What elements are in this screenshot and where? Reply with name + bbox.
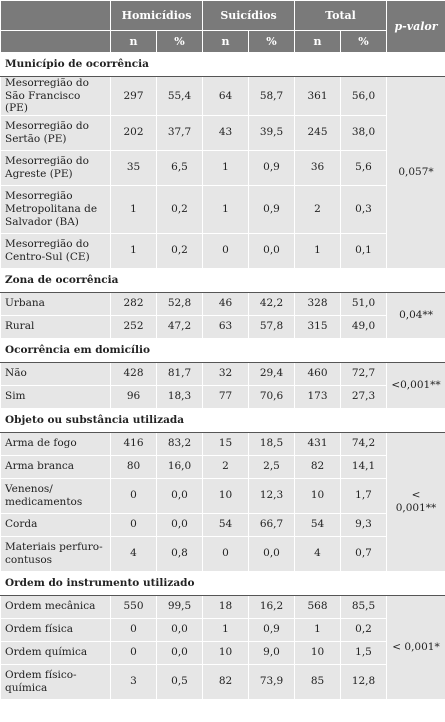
pvalue-cell: 0,057* (387, 77, 445, 269)
row-label: Não (1, 362, 111, 385)
cell-s-n: 18 (203, 595, 249, 618)
table-row (1, 664, 445, 699)
header-total: Total (295, 1, 387, 31)
row-label: Mesorregião do Centro-Sul (CE) (1, 233, 111, 268)
cell-h-p: 47,2 (157, 315, 203, 338)
cell-h-n: 0 (111, 618, 157, 641)
cell-h-p: 6,5 (157, 150, 203, 185)
subheader-n: n (203, 31, 249, 53)
cell-t-p: 5,6 (341, 150, 387, 185)
cell-h-n: 80 (111, 455, 157, 478)
cell-h-p: 55,4 (157, 77, 203, 116)
pvalue-cell: < 0,001** (387, 432, 445, 571)
cell-h-p: 0,2 (157, 185, 203, 233)
cell-t-p: 0,3 (341, 185, 387, 233)
cell-h-p: 16,0 (157, 455, 203, 478)
cell-s-n: 1 (203, 185, 249, 233)
row-label: Urbana (1, 292, 111, 315)
cell-t-p: 56,0 (341, 77, 387, 116)
cell-h-n: 4 (111, 536, 157, 571)
cell-h-n: 96 (111, 385, 157, 408)
cell-h-n: 0 (111, 478, 157, 513)
row-label: Venenos/ medicamentos (1, 478, 111, 513)
cell-s-p: 58,7 (249, 77, 295, 116)
cell-s-p: 66,7 (249, 513, 295, 536)
section-title: Ocorrência em domicílio (1, 338, 445, 362)
cell-h-p: 37,7 (157, 115, 203, 150)
cell-t-n: 54 (295, 513, 341, 536)
cell-s-p: 0,0 (249, 536, 295, 571)
cell-s-p: 0,9 (249, 618, 295, 641)
table-row (1, 595, 445, 618)
subheader-pct: % (157, 31, 203, 53)
cell-s-n: 0 (203, 536, 249, 571)
header-homicidios: Homicídios (111, 1, 203, 31)
cell-h-p: 0,0 (157, 513, 203, 536)
cell-t-n: 10 (295, 641, 341, 664)
cell-t-n: 85 (295, 664, 341, 699)
cell-s-n: 1 (203, 618, 249, 641)
table-row (1, 641, 445, 664)
row-label: Rural (1, 315, 111, 338)
cell-t-n: 10 (295, 478, 341, 513)
cell-s-p: 42,2 (249, 292, 295, 315)
table-body (1, 53, 445, 700)
cell-s-p: 18,5 (249, 432, 295, 455)
row-label: Ordem química (1, 641, 111, 664)
cell-h-n: 1 (111, 233, 157, 268)
table-row (1, 385, 445, 408)
cell-t-n: 361 (295, 77, 341, 116)
cell-t-n: 315 (295, 315, 341, 338)
corner-cell (1, 1, 111, 31)
cell-s-n: 46 (203, 292, 249, 315)
cell-h-p: 0,0 (157, 478, 203, 513)
cell-t-n: 431 (295, 432, 341, 455)
cell-h-n: 202 (111, 115, 157, 150)
section-title: Ordem do instrumento utilizado (1, 571, 445, 595)
row-label: Ordem física (1, 618, 111, 641)
cell-h-p: 0,0 (157, 641, 203, 664)
cell-t-n: 82 (295, 455, 341, 478)
cell-t-n: 460 (295, 362, 341, 385)
cell-t-p: 49,0 (341, 315, 387, 338)
cell-t-p: 27,3 (341, 385, 387, 408)
table-row (1, 185, 445, 233)
cell-h-n: 0 (111, 641, 157, 664)
cell-s-n: 63 (203, 315, 249, 338)
cell-s-p: 0,9 (249, 150, 295, 185)
table-row (1, 315, 445, 338)
cell-s-p: 73,9 (249, 664, 295, 699)
table-row (1, 432, 445, 455)
cell-t-p: 1,5 (341, 641, 387, 664)
cell-s-n: 54 (203, 513, 249, 536)
row-label: Mesorregião Metropolitana de Salvador (BA) (1, 185, 111, 233)
table-row (1, 478, 445, 513)
cell-h-p: 0,5 (157, 664, 203, 699)
row-label: Arma de fogo (1, 432, 111, 455)
cell-h-p: 0,0 (157, 618, 203, 641)
cell-h-p: 99,5 (157, 595, 203, 618)
pvalue-cell: 0,04** (387, 292, 445, 338)
cell-h-n: 0 (111, 513, 157, 536)
cell-h-n: 35 (111, 150, 157, 185)
cell-h-n: 252 (111, 315, 157, 338)
cell-h-p: 0,8 (157, 536, 203, 571)
row-label: Ordem físico-química (1, 664, 111, 699)
cell-s-n: 1 (203, 150, 249, 185)
cell-t-n: 4 (295, 536, 341, 571)
cell-s-p: 16,2 (249, 595, 295, 618)
subheader-pct: % (341, 31, 387, 53)
cell-t-n: 568 (295, 595, 341, 618)
row-label: Ordem mecânica (1, 595, 111, 618)
header-suicidios: Suicídios (203, 1, 295, 31)
cell-h-n: 3 (111, 664, 157, 699)
table-row (1, 536, 445, 571)
table-row (1, 233, 445, 268)
cell-s-n: 10 (203, 478, 249, 513)
table-row (1, 513, 445, 536)
cell-h-p: 81,7 (157, 362, 203, 385)
cell-t-p: 38,0 (341, 115, 387, 150)
cell-t-n: 1 (295, 618, 341, 641)
section-title: Zona de ocorrência (1, 268, 445, 292)
cell-t-p: 72,7 (341, 362, 387, 385)
cell-s-n: 15 (203, 432, 249, 455)
cell-t-n: 328 (295, 292, 341, 315)
cell-s-n: 82 (203, 664, 249, 699)
cell-s-p: 2,5 (249, 455, 295, 478)
row-label: Mesorregião do São Francisco (PE) (1, 77, 111, 116)
section-title: Município de ocorrência (1, 53, 445, 77)
row-label: Corda (1, 513, 111, 536)
cell-h-n: 297 (111, 77, 157, 116)
row-label: Mesorregião do Agreste (PE) (1, 150, 111, 185)
row-label: Arma branca (1, 455, 111, 478)
table-row (1, 362, 445, 385)
header-pvalue: p-valor (387, 1, 445, 53)
pvalue-cell: <0,001** (387, 362, 445, 408)
cell-s-p: 0,9 (249, 185, 295, 233)
cell-t-p: 85,5 (341, 595, 387, 618)
cell-h-n: 416 (111, 432, 157, 455)
cell-h-p: 0,2 (157, 233, 203, 268)
section-title: Objeto ou substância utilizada (1, 408, 445, 432)
cell-t-p: 74,2 (341, 432, 387, 455)
subheader-pct: % (249, 31, 295, 53)
cell-t-n: 245 (295, 115, 341, 150)
pvalue-cell: < 0,001* (387, 595, 445, 699)
cell-s-n: 64 (203, 77, 249, 116)
table-row (1, 618, 445, 641)
cell-t-p: 14,1 (341, 455, 387, 478)
cell-s-p: 29,4 (249, 362, 295, 385)
cell-s-n: 32 (203, 362, 249, 385)
subheader-n: n (295, 31, 341, 53)
cell-h-p: 83,2 (157, 432, 203, 455)
cell-s-n: 77 (203, 385, 249, 408)
cell-h-p: 52,8 (157, 292, 203, 315)
cell-s-n: 2 (203, 455, 249, 478)
cell-h-n: 1 (111, 185, 157, 233)
cell-s-p: 39,5 (249, 115, 295, 150)
table-row (1, 115, 445, 150)
corner-cell-2 (1, 31, 111, 53)
cell-s-p: 57,8 (249, 315, 295, 338)
row-label: Materiais perfuro-contusos (1, 536, 111, 571)
row-label: Sim (1, 385, 111, 408)
cell-h-n: 428 (111, 362, 157, 385)
row-label: Mesorregião do Sertão (PE) (1, 115, 111, 150)
cell-h-n: 550 (111, 595, 157, 618)
table-row (1, 292, 445, 315)
cell-s-p: 70,6 (249, 385, 295, 408)
cell-t-p: 1,7 (341, 478, 387, 513)
cell-s-p: 0,0 (249, 233, 295, 268)
cell-h-n: 282 (111, 292, 157, 315)
cell-t-p: 9,3 (341, 513, 387, 536)
cell-t-n: 173 (295, 385, 341, 408)
table-row (1, 150, 445, 185)
cell-t-p: 0,1 (341, 233, 387, 268)
cell-t-n: 36 (295, 150, 341, 185)
cell-t-p: 0,7 (341, 536, 387, 571)
cell-t-p: 12,8 (341, 664, 387, 699)
cell-s-p: 9,0 (249, 641, 295, 664)
subheader-n: n (111, 31, 157, 53)
cell-t-n: 1 (295, 233, 341, 268)
cell-s-n: 43 (203, 115, 249, 150)
table-row (1, 455, 445, 478)
cell-s-n: 10 (203, 641, 249, 664)
cell-s-n: 0 (203, 233, 249, 268)
cell-s-p: 12,3 (249, 478, 295, 513)
cell-t-p: 0,2 (341, 618, 387, 641)
cell-h-p: 18,3 (157, 385, 203, 408)
table-row (1, 77, 445, 116)
cell-t-n: 2 (295, 185, 341, 233)
cell-t-p: 51,0 (341, 292, 387, 315)
